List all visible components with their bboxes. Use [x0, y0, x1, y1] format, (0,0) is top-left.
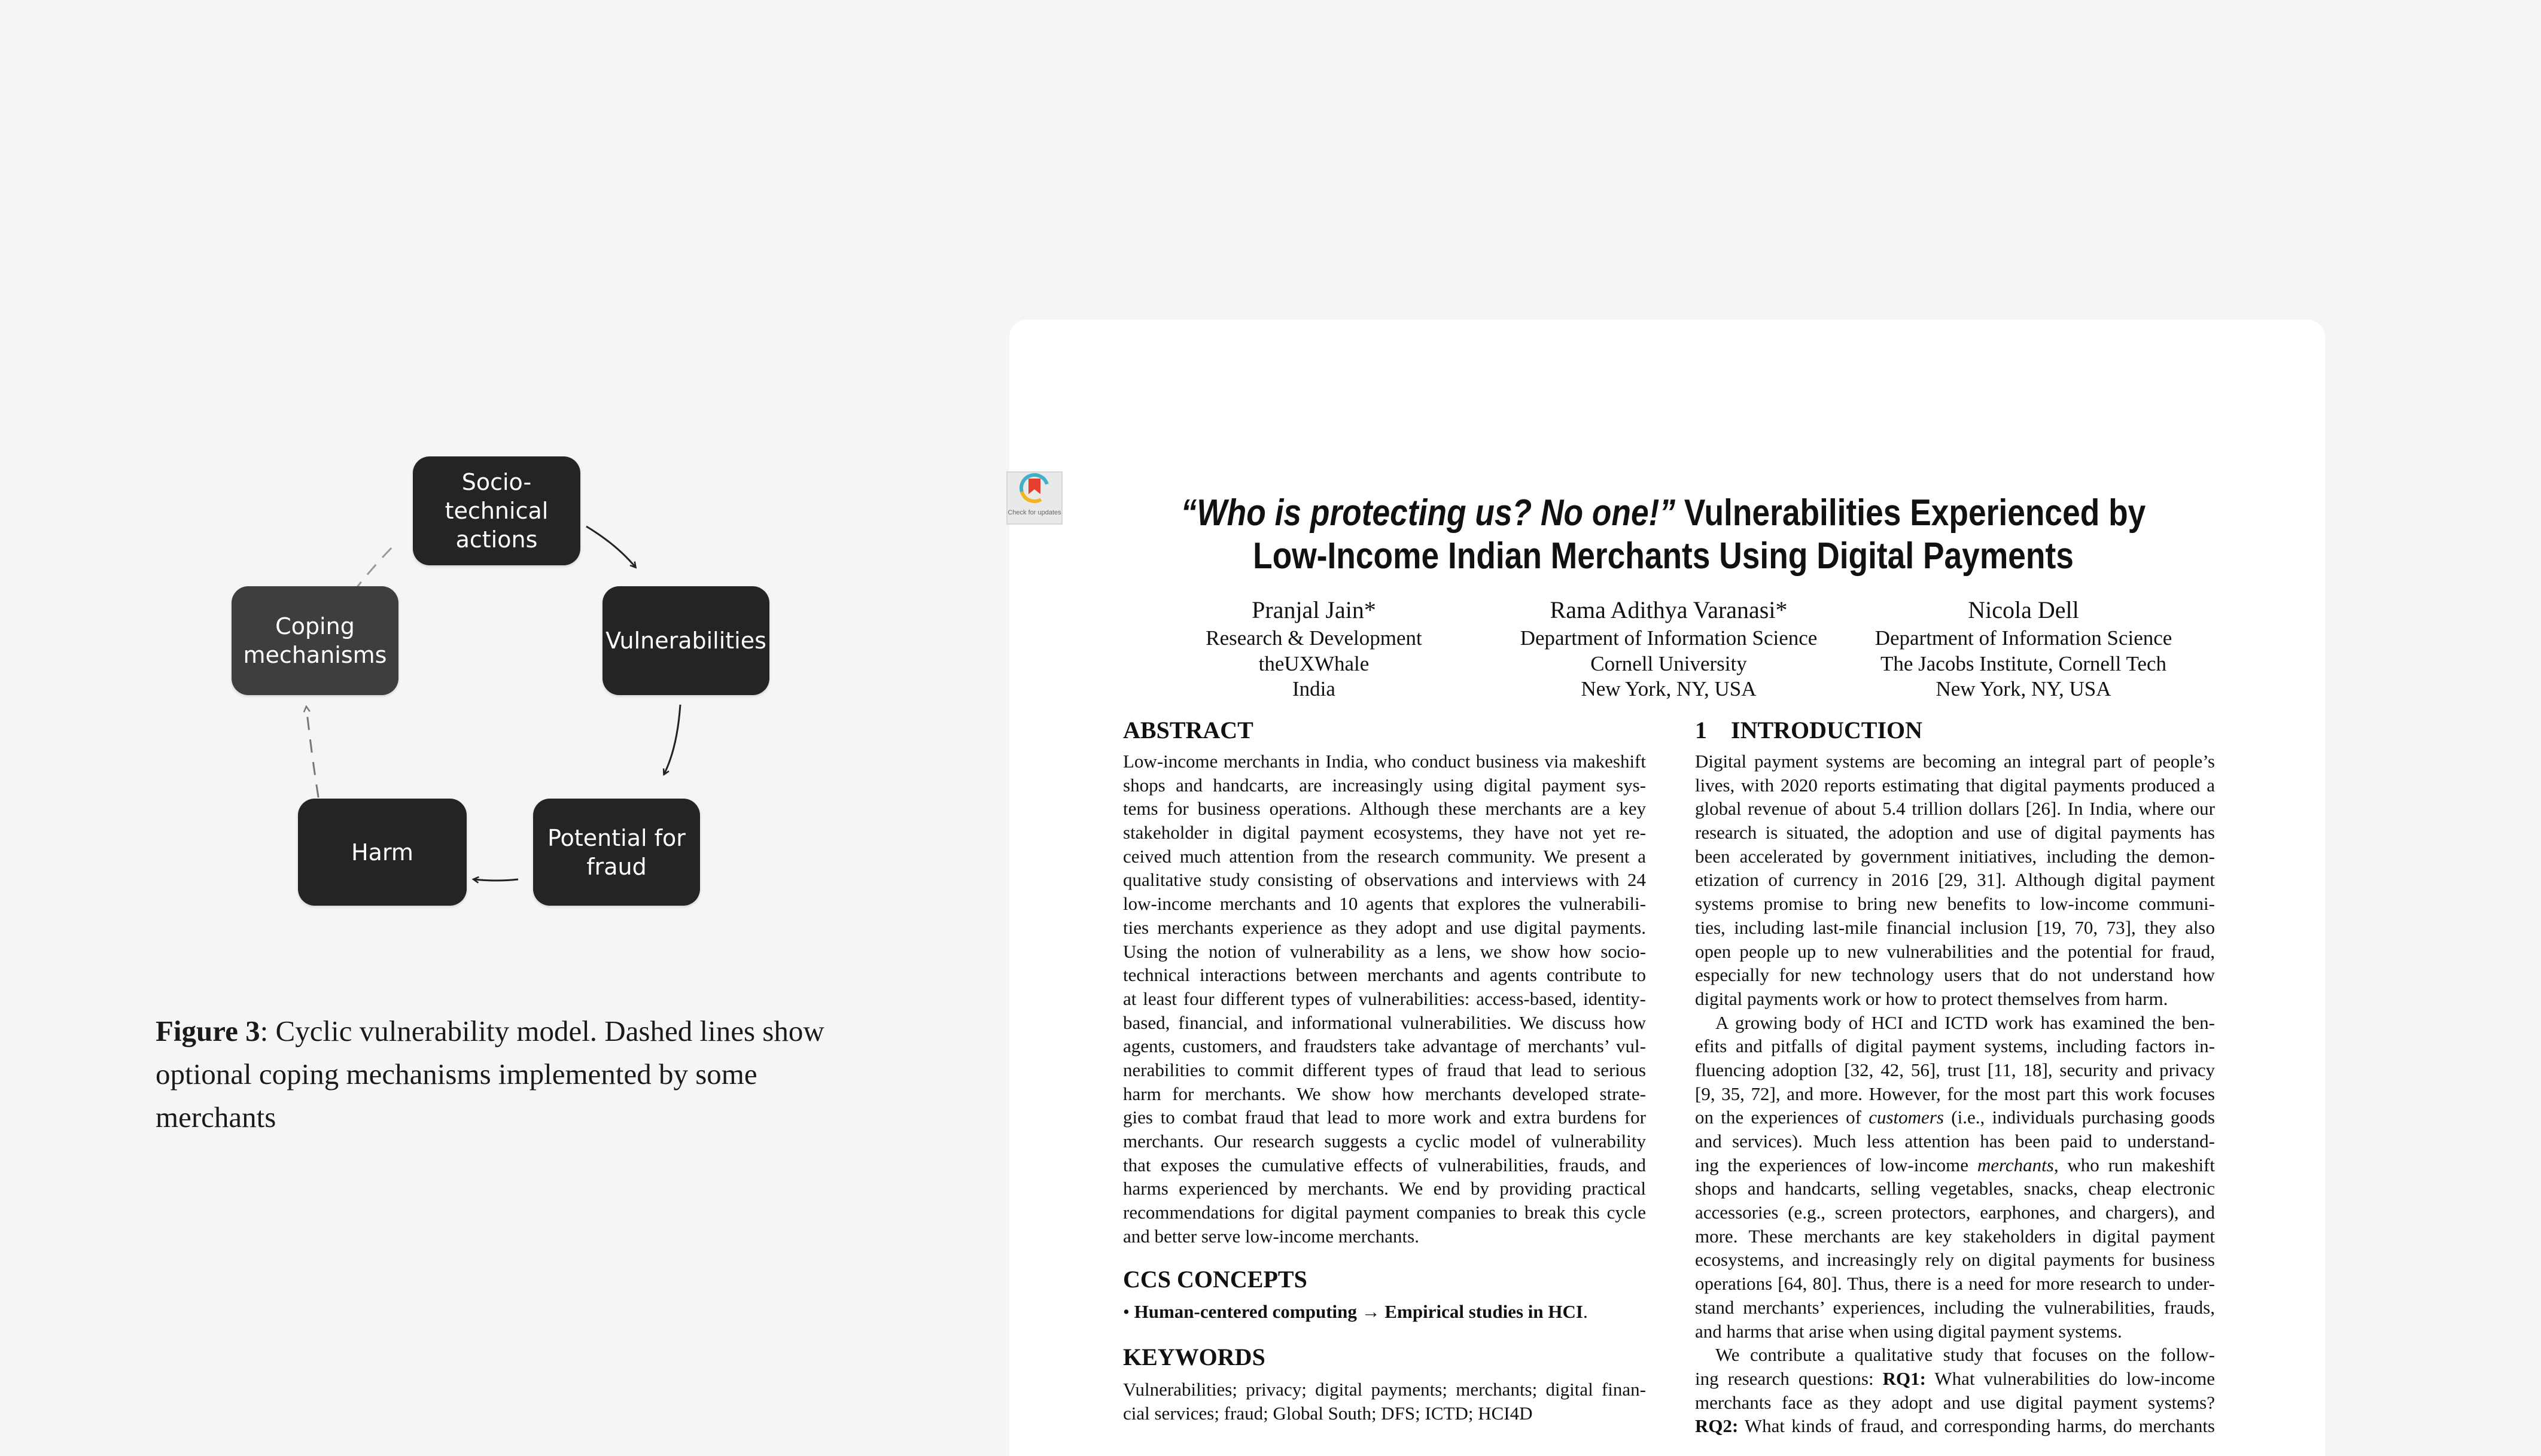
text-segment: Using the notion of vulnerability as a lens, we show how socio-: [1123, 940, 1646, 962]
text-line: [1123, 821, 1646, 845]
text-line: [1123, 987, 1646, 1011]
author-affiliation: The Jacobs Institute, Cornell Tech: [1880, 651, 2167, 675]
title-line: [1154, 492, 2173, 535]
text-segment: been accelerated by government initiatives, including the demon-: [1695, 845, 2215, 867]
author-affiliation: Department of Information Science: [1520, 626, 1818, 650]
text-line: [1123, 963, 1646, 987]
text-line: [1695, 1248, 2215, 1272]
text-line: [1695, 1391, 2215, 1415]
node-harm: Harm: [298, 799, 467, 906]
text-line: [1123, 1201, 1646, 1224]
author-affiliation: Research & Development: [1206, 626, 1422, 650]
introduction-body: [1695, 750, 2215, 1438]
text-segment: A growing body of HCI and ICTD work has examined the ben-: [1715, 1012, 2215, 1033]
text-line: [1123, 1177, 1646, 1201]
text-segment: open people up to new vulnerabilities and the potential for fraud,: [1695, 940, 2215, 962]
arrow-potential-to-harm: [474, 879, 518, 881]
author-affiliation: India: [1292, 677, 1335, 700]
author-affiliation: New York, NY, USA: [1936, 677, 2111, 700]
text-line: [1695, 1272, 2215, 1296]
text-segment: digital payments work or how to protect themselves from harm.: [1695, 988, 2168, 1009]
text-line: [1695, 916, 2215, 940]
paper-title: [1071, 492, 2256, 578]
text-segment: tems for business operations. Although these merchants are a key: [1123, 798, 1646, 820]
bold-text: Human-centered computing → Empirical studies in HCI: [1134, 1301, 1583, 1322]
text-segment: based, financial, and informational vulnerabilities. We discuss how: [1123, 1012, 1646, 1033]
text-line: [1123, 1082, 1646, 1106]
section-title: INTRODUCTION: [1731, 717, 1923, 744]
text-segment: What vulnerabilities do low-income: [1925, 1367, 2216, 1389]
text-segment: merchants. Our research suggests a cyclic model of vulnerability: [1123, 1131, 1646, 1152]
text-segment: on the experiences of: [1695, 1107, 1869, 1128]
author-affiliation: theUXWhale: [1258, 651, 1370, 675]
text-segment: harm for merchants. We show how merchants developed strate-: [1123, 1083, 1646, 1104]
check-for-updates-badge[interactable]: [1006, 471, 1063, 525]
author-affiliation: Cornell University: [1590, 651, 1747, 675]
text-segment: .: [1583, 1301, 1588, 1322]
section-number: 1: [1695, 717, 1707, 744]
node-coping-mechanisms: Coping mechanisms: [232, 586, 398, 695]
text-line: [1123, 1129, 1646, 1153]
text-line: [1123, 868, 1646, 892]
text-segment: especially for new technology users that do not understand how: [1695, 964, 2215, 986]
ccs-concepts-body: [1123, 1300, 1646, 1324]
author-name: Nicola Dell: [1968, 596, 2079, 623]
text-line: [1123, 1105, 1646, 1129]
crossmark-icon: [1018, 473, 1051, 508]
text-segment: recommendations for digital payment companies to break this cycle: [1123, 1202, 1646, 1223]
figure-caption: [156, 1010, 850, 1139]
text-segment: ties merchants experience as they adopt and use digital payments.: [1123, 916, 1646, 938]
abstract-heading: ABSTRACT: [1123, 717, 1253, 744]
text-line: [1123, 1402, 1646, 1425]
text-line: [1123, 892, 1646, 916]
text-line: [1123, 1224, 1646, 1248]
text-segment: accessories (e.g., screen protectors, earphones, and chargers), and: [1695, 1202, 2215, 1223]
text-line: [1123, 916, 1646, 940]
text-segment: ties, including last-mile financial inclusion [19, 70, 73], they also: [1695, 916, 2215, 938]
text-line: [1695, 1343, 2215, 1367]
text-line: [1695, 868, 2215, 892]
text-segment: that exposes the cumulative effects of vulnerabilities, frauds, and: [1123, 1154, 1646, 1175]
text-segment: stand merchants’ experiences, including the vulnerabilities, frauds,: [1695, 1296, 2215, 1318]
text-segment: •: [1123, 1301, 1134, 1322]
text-line: [1695, 1224, 2215, 1248]
text-line: [1695, 963, 2215, 987]
title-text: Vulnerabilities Experienced by: [1675, 492, 2146, 534]
text-segment: (i.e., individuals purchasing goods: [1943, 1107, 2215, 1128]
text-segment: more. These merchants are key stakeholders in digital payment: [1695, 1225, 2215, 1247]
italic-text: customers: [1869, 1107, 1944, 1128]
abstract-body: [1123, 750, 1646, 1248]
text-segment: and services). Much less attention has been paid to understand-: [1695, 1131, 2215, 1152]
text-segment: What kinds of fraud, and corresponding harms, do merchants: [1738, 1415, 2215, 1437]
text-segment: merchants face as they adopt and use digital payment systems?: [1695, 1391, 2215, 1413]
text-line: [1123, 1034, 1646, 1058]
arrow-socio-to-vulnerabilities: [586, 526, 635, 567]
text-segment: efits and pitfalls of digital payment systems, including factors in-: [1695, 1035, 2215, 1057]
text-line: [1695, 1058, 2215, 1082]
text-segment: research is situated, the adoption and use of digital payments has: [1695, 822, 2215, 843]
text-line: [1695, 1153, 2215, 1177]
text-line: [1695, 750, 2215, 773]
text-line: [1695, 1367, 2215, 1391]
text-segment: [9, 35, 72], and more. However, for the most part this work focuses: [1695, 1083, 2215, 1104]
text-line: [1695, 940, 2215, 964]
text-segment: ecosystems, and increasingly rely on digital payments for business: [1695, 1249, 2215, 1271]
text-segment: shops and handcarts, selling vegetables, snacks, cheap electronic: [1695, 1178, 2215, 1199]
text-segment: technical interactions between merchants and agents contribute to: [1123, 964, 1646, 986]
text-segment: ing the experiences of low-income: [1695, 1154, 1977, 1175]
text-segment: nerabilities to commit different types of fraud that lead to serious: [1123, 1059, 1646, 1080]
text-segment: and better serve low-income merchants.: [1123, 1225, 1419, 1247]
node-vulnerabilities: Vulnerabilities: [602, 586, 769, 695]
text-line: [1123, 1011, 1646, 1035]
text-segment: We contribute a qualitative study that focuses on the follow-: [1715, 1344, 2215, 1366]
figure-label: Figure 3: [156, 1015, 260, 1047]
text-line: [1695, 821, 2215, 845]
text-line: [1123, 1153, 1646, 1177]
text-line: [1123, 1058, 1646, 1082]
badge-text: Check for updates: [1008, 509, 1061, 516]
keywords-heading: KEYWORDS: [1123, 1344, 1265, 1370]
text-line: [1695, 1177, 2215, 1201]
text-line: [1123, 750, 1646, 773]
text-line: [1123, 797, 1646, 821]
text-line: [1123, 1378, 1646, 1402]
text-line: [1695, 773, 2215, 797]
title-line: [1154, 535, 2173, 578]
text-line: [1695, 1320, 2215, 1344]
text-line: [1695, 987, 2215, 1011]
text-segment: systems promise to bring new benefits to low-income communi-: [1695, 893, 2215, 915]
author: [1128, 596, 1499, 702]
text-segment: cial services; fraud; Global South; DFS; ICTD; HCI4D: [1123, 1402, 1533, 1424]
text-line: [1695, 1034, 2215, 1058]
title-text: Low-Income Indian Merchants Using Digital Payments: [1253, 535, 2074, 577]
text-line: [1695, 1011, 2215, 1035]
author: [1838, 596, 2209, 702]
text-segment: operations [64, 80]. Thus, there is a need for more research to under-: [1695, 1273, 2215, 1294]
text-segment: ceived much attention from the research community. We present a: [1123, 845, 1646, 867]
text-segment: Digital payment systems are becoming an integral part of people’s: [1695, 751, 2215, 772]
text-line: [1695, 1414, 2215, 1438]
text-segment: fluencing adoption [32, 42, 56], trust [11, 18], security and privacy: [1695, 1059, 2215, 1080]
text-line: [1695, 845, 2215, 869]
keywords-body: [1123, 1378, 1646, 1425]
text-line: [1695, 1201, 2215, 1224]
text-segment: at least four different types of vulnerabilities: access-based, identity-: [1123, 988, 1646, 1009]
text-segment: lives, with 2020 reports estimating that digital payments produced a: [1695, 774, 2215, 796]
dashed-line-coping-to-socio: [353, 541, 398, 592]
node-socio-technical-actions: Socio- technical actions: [413, 456, 580, 565]
text-segment: agents, customers, and fraudsters take advantage of merchants’ vul-: [1123, 1035, 1646, 1057]
text-segment: Vulnerabilities; privacy; digital payments; merchants; digital finan-: [1123, 1379, 1646, 1400]
text-segment: etization of currency in 2016 [29, 31]. Although digital payment: [1695, 869, 2215, 891]
text-line: [1695, 1105, 2215, 1129]
arrow-vulnerabilities-to-potential: [664, 705, 680, 774]
text-segment: and harms that arise when using digital payment systems.: [1695, 1320, 2122, 1342]
text-line: [1123, 940, 1646, 964]
author-affiliation: Department of Information Science: [1874, 626, 2172, 650]
text-line: [1123, 773, 1646, 797]
text-line: [1695, 797, 2215, 821]
text-segment: gies to combat fraud that lead to more work and extra burdens for: [1123, 1107, 1646, 1128]
introduction-heading: [1695, 718, 1922, 743]
author-name: Pranjal Jain*: [1252, 596, 1376, 623]
text-segment: ing research questions:: [1695, 1367, 1883, 1389]
node-potential-for-fraud: Potential for fraud: [533, 799, 700, 906]
text-line: [1695, 1296, 2215, 1320]
text-segment: shops and handcarts, are increasingly using digital payment sys-: [1123, 774, 1646, 796]
text-segment: stakeholder in digital payment ecosystems, they have not yet re-: [1123, 822, 1646, 843]
title-quote: “Who is protecting us? No one!”: [1180, 492, 1676, 534]
text-line: [1695, 892, 2215, 916]
author-name: Rama Adithya Varanasi*: [1550, 596, 1788, 623]
text-segment: harms experienced by merchants. We end by providing practical: [1123, 1178, 1646, 1199]
text-line: [1123, 1300, 1646, 1324]
text-segment: Low-income merchants in India, who conduct business via makeshift: [1123, 751, 1646, 772]
text-line: [1695, 1129, 2215, 1153]
text-segment: global revenue of about 5.4 trillion dollars [26]. In India, where our: [1695, 798, 2215, 820]
text-segment: qualitative study consisting of observations and interviews with 24: [1123, 869, 1646, 891]
ccs-concepts-heading: CCS CONCEPTS: [1123, 1266, 1307, 1293]
italic-text: merchants: [1977, 1154, 2054, 1175]
bold-text: RQ1:: [1882, 1367, 1926, 1389]
figure-caption-text: : Cyclic vulnerability model. Dashed lines show optional coping mechanisms implemented by some merchants: [156, 1015, 824, 1134]
text-line: [1123, 845, 1646, 869]
text-line: [1695, 1082, 2215, 1106]
text-segment: , who run makeshift: [2053, 1154, 2215, 1175]
author: [1483, 596, 1854, 702]
text-segment: low-income merchants and 10 agents that explores the vulnerabili-: [1123, 893, 1646, 915]
author-affiliation: New York, NY, USA: [1581, 677, 1757, 700]
bold-text: RQ2:: [1695, 1415, 1739, 1437]
